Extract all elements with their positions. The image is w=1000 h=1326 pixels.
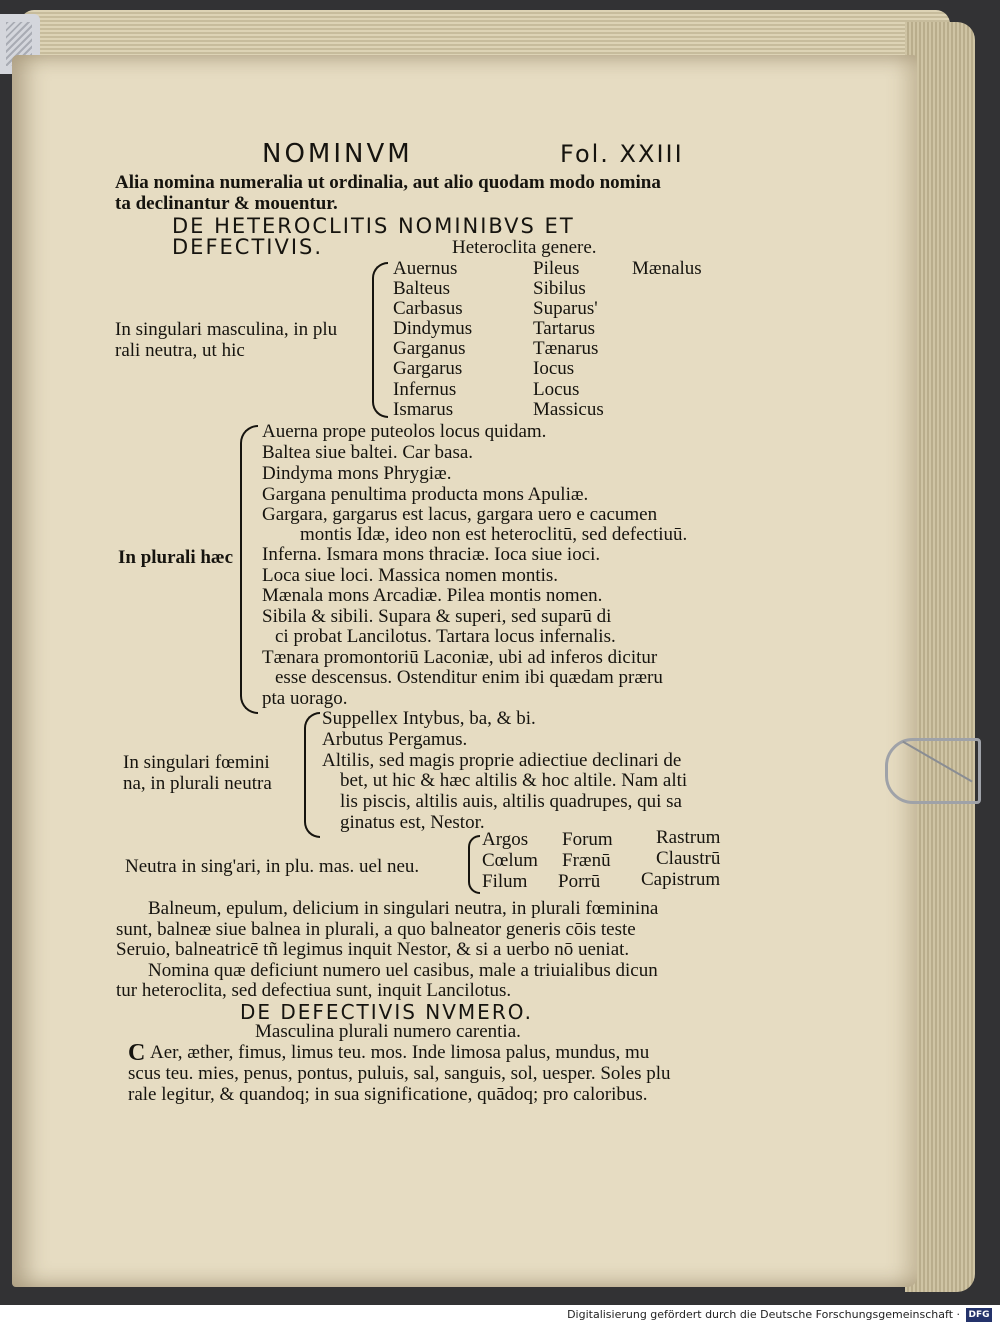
gloss-line: Gargana penultima producta mons Apuliæ. <box>262 484 589 505</box>
word-table-cell: Frænū <box>562 850 611 871</box>
gloss-line: ci probat Lancilotus. Tartara locus infernalis. <box>275 626 616 647</box>
gloss-line: Inferna. Ismara mons thraciæ. Ioca siue ioci. <box>262 544 601 565</box>
paragraph-line: Balneum, epulum, delicium in singulari neutra, in plurali fœminina <box>148 898 659 919</box>
gloss-line: Baltea siue baltei. Car basa. <box>262 442 474 463</box>
gloss-line: Gargara, gargarus est lacus, gargara uero e cacumen <box>262 504 658 525</box>
gloss-line: Auerna prope puteolos locus quidam. <box>262 421 547 442</box>
word-list-item: Carbasus <box>393 298 463 319</box>
word-list-item: Balteus <box>393 278 450 299</box>
paragraph-line: Aer, æther, fimus, limus teu. mos. Inde limosa palus, mundus, mu <box>150 1042 650 1063</box>
word-list-item: Ismarus <box>393 399 454 420</box>
gloss-line: bet, ut hic & hæc altilis & hoc altile. Nam alti <box>340 770 688 791</box>
word-list-item: Infernus <box>393 379 457 400</box>
paragraph-line: scus teu. mies, penus, pontus, puluis, sal, sanguis, sol, uesper. Soles plu <box>128 1063 671 1084</box>
group-label: In plurali hæc <box>118 547 234 568</box>
word-list-item: Sibilus <box>533 278 586 299</box>
word-list-item: Tartarus <box>533 318 595 339</box>
gloss-line: Mænala mons Arcadiæ. Pilea montis nomen. <box>262 585 603 606</box>
word-table-cell: Capistrum <box>641 869 721 890</box>
word-table-cell: Claustrū <box>656 848 721 869</box>
gloss-line: Tænara promontoriū Laconiæ, ubi ad inferos dicitur <box>262 647 658 668</box>
paragraph-line: Seruio, balneatricē tñ legimus inquit Nestor, & si a uerbo nō ueniat. <box>116 939 630 960</box>
section-heading: DE HETEROCLITIS NOMINIBVS ET <box>172 214 575 238</box>
section-subheading: Heteroclita genere. <box>452 237 597 258</box>
group-label: Neutra in sing'ari, in plu. mas. uel neu. <box>125 856 420 877</box>
word-list-item: Massicus <box>533 399 604 420</box>
word-list-item: Pileus <box>533 258 580 279</box>
group-label: In singulari masculina, in plu <box>115 319 338 340</box>
paragraph-line: rale legitur, & quandoq; in sua significatione, quādoq; pro caloribus. <box>128 1084 648 1105</box>
word-list-item: Mænalus <box>632 258 702 279</box>
paragraph-line: sunt, balneæ siue balnea in plurali, a quo balneator generis cōis teste <box>116 919 636 940</box>
word-table-cell: Forum <box>562 829 613 850</box>
curly-brace <box>240 425 258 714</box>
gloss-line: lis piscis, altilis auis, altilis quadrupes, qui sa <box>340 791 682 812</box>
word-list-item: Auernus <box>393 258 458 279</box>
gloss-line: Dindyma mons Phrygiæ. <box>262 463 452 484</box>
curly-brace <box>468 835 480 894</box>
gloss-line: Arbutus Pergamus. <box>322 729 468 750</box>
word-list-item: Iocus <box>533 358 575 379</box>
intro-line: ta declinantur & mouentur. <box>115 193 338 214</box>
word-table-cell: Argos <box>482 829 529 850</box>
running-title: NOMINVM <box>262 139 413 169</box>
word-list-item: Dindymus <box>393 318 473 339</box>
paragraph-line: Nomina quæ deficiunt numero uel casibus, male a triuialibus dicun <box>148 960 658 981</box>
funding-credit: Digitalisierung gefördert durch die Deutsche Forschungsgemeinschaft · <box>567 1308 960 1321</box>
word-table-cell: Cœlum <box>482 850 538 871</box>
section-heading: DE DEFECTIVIS NVMERO. <box>240 1000 534 1024</box>
gloss-line: pta uorago. <box>262 688 348 709</box>
word-list-item: Garganus <box>393 338 466 359</box>
gloss-line: Suppellex Intybus, ba, & bi. <box>322 708 536 729</box>
gloss-line: Sibila & sibili. Supara & superi, sed suparū di <box>262 606 612 627</box>
word-list-item: Tænarus <box>533 338 599 359</box>
word-list-item: Suparus' <box>533 298 598 319</box>
footer-bar <box>0 1305 1000 1326</box>
curly-brace <box>372 262 388 418</box>
word-table-cell: Porrū <box>558 871 601 892</box>
gloss-line: Loca siue loci. Massica nomen montis. <box>262 565 559 586</box>
paragraph-initial: C <box>128 1040 146 1066</box>
gloss-line: montis Idæ, ideo non est heteroclitū, sed defectiuū. <box>300 524 688 545</box>
dfg-logo-icon: DFG <box>966 1308 992 1322</box>
gloss-line: ginatus est, Nestor. <box>340 812 485 833</box>
word-table-cell: Filum <box>482 871 528 892</box>
folio-number: Fol. XXIII <box>560 140 684 168</box>
section-heading: DEFECTIVIS. <box>172 235 324 259</box>
group-label: na, in plurali neutra <box>123 773 272 794</box>
page-stack-top <box>20 10 950 60</box>
paragraph-line: tur heteroclita, sed defectiua sunt, inquit Lancilotus. <box>116 980 512 1001</box>
section-subheading: Masculina plurali numero carentia. <box>255 1021 521 1042</box>
word-list-item: Gargarus <box>393 358 463 379</box>
intro-line: Alia nomina numeralia ut ordinalia, aut alio quodam modo nomina <box>115 172 661 193</box>
gloss-line: esse descensus. Ostenditur enim ibi quædam præru <box>275 667 663 688</box>
group-label: In singulari fœmini <box>123 752 270 773</box>
word-list-item: Locus <box>533 379 580 400</box>
group-label: rali neutra, ut hic <box>115 340 245 361</box>
curly-brace <box>304 712 320 838</box>
word-table-cell: Rastrum <box>656 827 721 848</box>
gloss-line: Altilis, sed magis proprie adiectiue declinari de <box>322 750 682 771</box>
